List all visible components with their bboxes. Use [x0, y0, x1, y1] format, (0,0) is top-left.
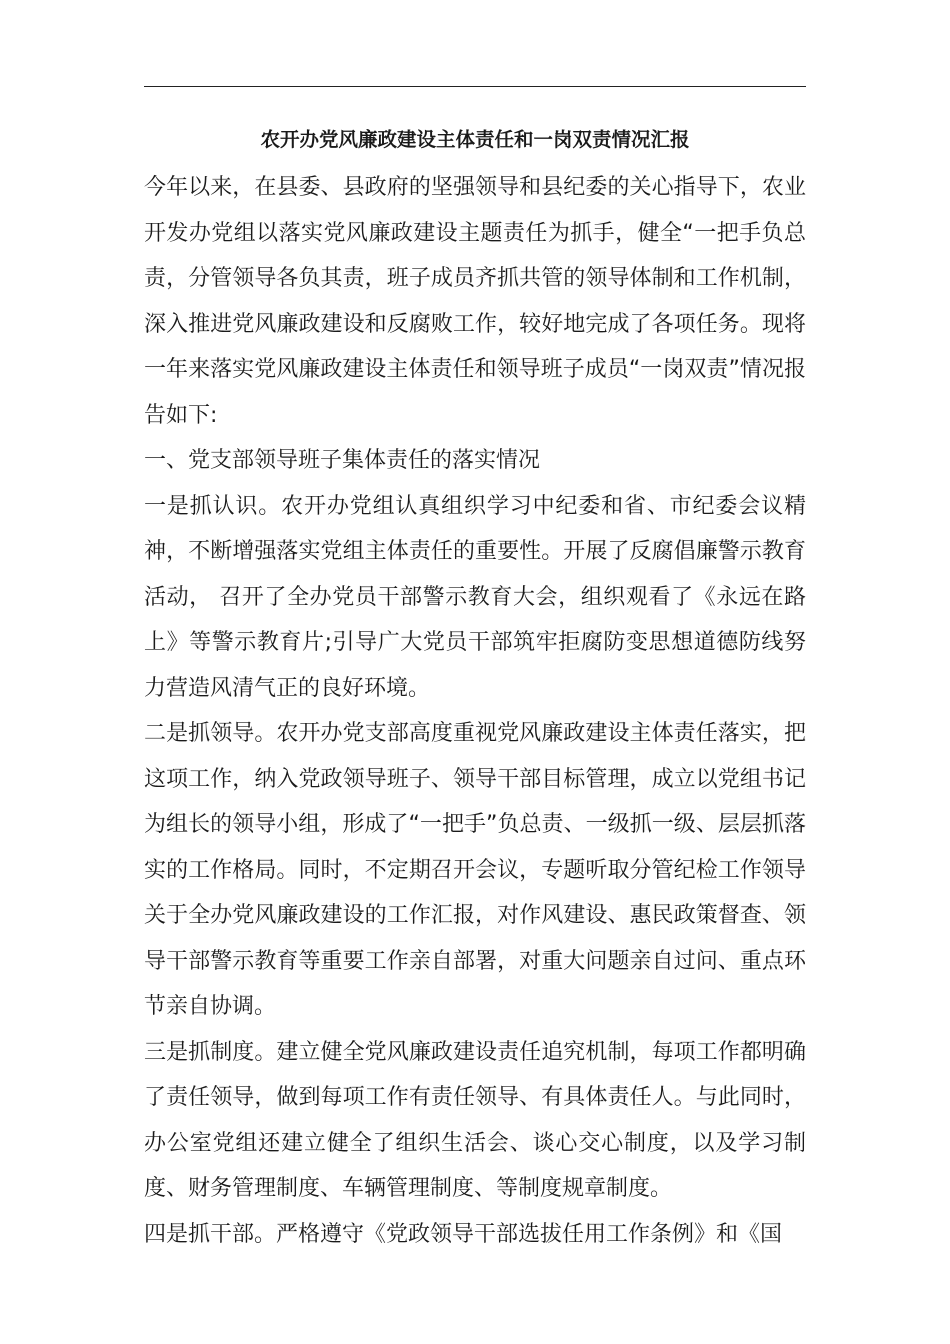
paragraph-awareness: 一是抓认识。农开办党组认真组织学习中纪委和省、市纪委会议精神，不断增强落实党组主体责任的重要性。开展了反腐倡廉警示教育活动， 召开了全办党员干部警示教育大会，组织观看了《永远在路上》等警示教育片;引导广大党员干部筑牢拒腐防变思想道德防线努力营造风清气正的良好环境。 — [144, 493, 806, 701]
document-title: 农开办党风廉政建设主体责任和一岗双责情况汇报 — [260, 128, 690, 151]
paragraph-intro: 今年以来，在县委、县政府的坚强领导和县纪委的关心指导下，农业开发办党组以落实党风廉政建设主题责任为抓手，健全“一把手负总责，分管领导各负其责，班子成员齐抓共管的领导体制和工作机制，深入推进党风廉政建设和反腐败工作，较好地完成了各项任务。现将一年来落实党风廉政建设主体责任和领导班子成员“一岗双责”情况报告如下: — [144, 175, 806, 428]
paragraph-cadres: 四是抓干部。严格遵守《党政领导干部选拔任用工作条例》和《国 — [144, 1221, 783, 1247]
section-heading: 一、党支部领导班子集体责任的落实情况 — [144, 448, 541, 473]
paragraph-system: 三是抓制度。建立健全党风廉政建设责任追究机制，每项工作都明确了责任领导，做到每项工作有责任领导、有具体责任人。与此同时，办公室党组还建立健全了组织生活会、谈心交心制度，以及学习制度、财务管理制度、车辆管理制度、等制度规章制度。 — [144, 1039, 806, 1201]
document-body — [144, 165, 806, 1257]
header-rule — [144, 86, 806, 87]
paragraph-leadership: 二是抓领导。农开办党支部高度重视党风廉政建设主体责任落实，把这项工作，纳入党政领导班子、领导干部目标管理，成立以党组书记为组长的领导小组，形成了“一把手”负总责、一级抓一级、层层抓落实的工作格局。同时，不定期召开会议，专题听取分管纪检工作领导关于全办党风廉政建设的工作汇报，对作风建设、惠民政策督查、领导干部警示教育等重要工作亲自部署，对重大问题亲自过问、重点环节亲自协调。 — [144, 721, 806, 1019]
